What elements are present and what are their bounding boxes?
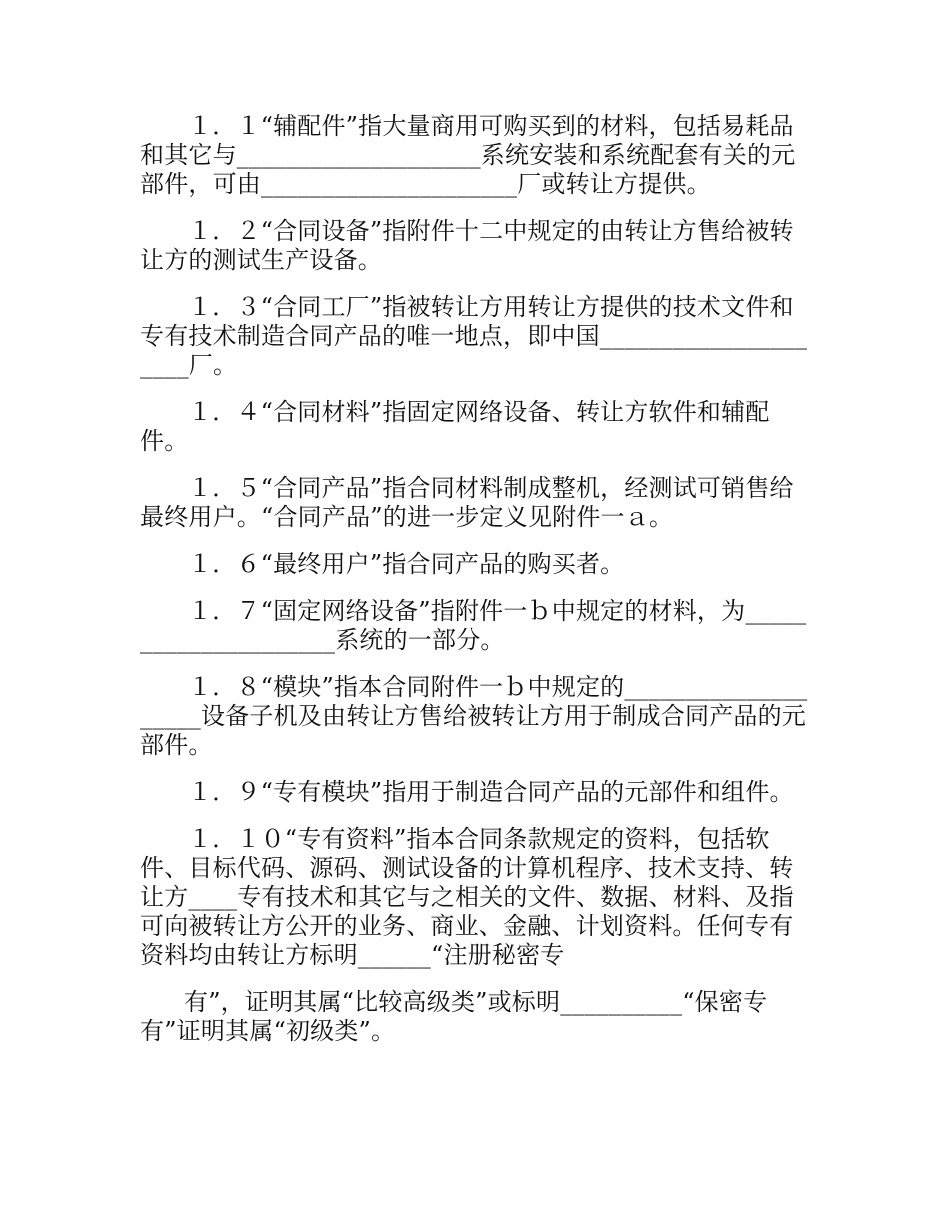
definition-1-9: １．９“专有模块”指用于制造合同产品的元部件和组件。 bbox=[188, 778, 794, 806]
definition-1-2: １．２“合同设备”指附件十二中规定的由转让方售给被转让方的测试生产设备。 bbox=[140, 217, 794, 274]
definition-1-1: １．１“辅配件”指大量商用可购买到的材料，包括易耗品和其它与____________________系统安装和系统配套有关的元部件，可由_____________________厂或转让方提供。 bbox=[140, 112, 796, 198]
definition-1-3: １．３“合同工厂”指被转让方用转让方提供的技术文件和专有技术制造合同产品的唯一地点，即中国_____________________厂。 bbox=[140, 293, 808, 379]
definition-1-5: １．５“合同产品”指合同材料制成整机，经测试可销售给最终用户。“合同产品”的进一步定义见附件一ａ。 bbox=[140, 474, 794, 531]
definition-1-7: １．７“固定网络设备”指附件一ｂ中规定的材料，为_____________________系统的一部分。 bbox=[140, 597, 807, 654]
definition-1-6: １．６“最终用户”指合同产品的购买者。 bbox=[188, 550, 625, 578]
definition-1-4: １．４“合同材料”指固定网络设备、转让方软件和辅配件。 bbox=[140, 398, 770, 455]
definition-1-8: １．８“模块”指本合同附件一ｂ中规定的____________________设备子机及由转让方售给被转让方用于制成合同产品的元部件。 bbox=[140, 673, 808, 759]
definition-1-10: １．１０“专有资料”指本合同条款规定的资料，包括软件、目标代码、源码、测试设备的计算机程序、技术支持、转让方____专有技术和其它与之相关的文件、数据、材料、及指可向被转让方公开的业务、商业、金融、计划资料。任何专有资料均由转让方标明______“注册秘密专 bbox=[140, 825, 794, 969]
document-page bbox=[140, 112, 812, 1064]
definition-1-10-continued: 有”，证明其属“比较高级类”或标明__________“保密专有”证明其属“初级类”。 bbox=[140, 988, 768, 1045]
